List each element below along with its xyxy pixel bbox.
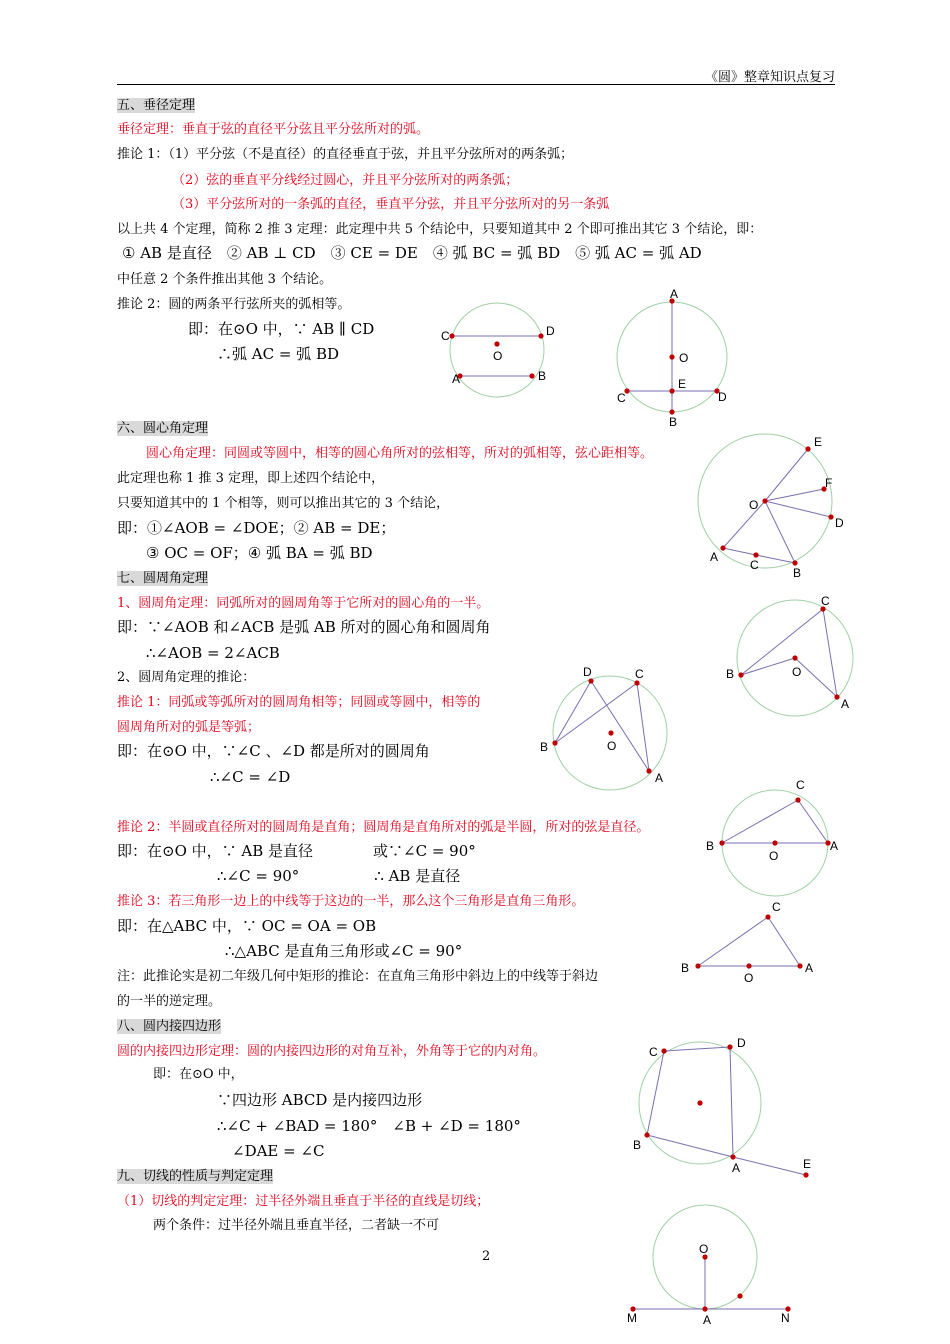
- label-point: B: [669, 415, 678, 429]
- theorem-line: 圆心角定理：同圆或等圆中，相等的圆心角所对的弦相等，所对的弧相等，弦心距相等。: [146, 446, 654, 461]
- note-line: 的一半的逆定理。: [117, 994, 222, 1009]
- label-point: B: [793, 566, 802, 580]
- label-point: A: [830, 839, 839, 853]
- formula-line: ∴∠C = 90° ∴ AB 是直径: [217, 867, 461, 885]
- formula-line: ① AB 是直径 ② AB ⊥ CD ③ CE = DE ④ 弧 BC = 弧 BD ⑤ 弧 AC = 弧 AD: [122, 244, 702, 262]
- formula-line: ∠DAE = ∠C: [232, 1142, 325, 1160]
- formula-line: 即：在△ABC 中，∵ OC = OA = OB: [117, 917, 377, 935]
- formula-line: 即：在⊙O 中，∵∠C 、∠D 都是所对的圆周角: [117, 742, 430, 760]
- label-point: C: [617, 391, 626, 405]
- formula-line: ∵四边形 ABCD 是内接四边形: [217, 1091, 423, 1109]
- text-line: 此定理也称 1 推 3 定理，即上述四个结论中，: [117, 471, 385, 486]
- label-point: C: [772, 900, 781, 914]
- label-point: A: [452, 372, 461, 386]
- label-point: D: [718, 390, 727, 404]
- label-point: O: [744, 971, 754, 985]
- section-heading: 八、圆内接四边形: [117, 1019, 222, 1034]
- formula-line: ③ OC = OF；④ 弧 BA = 弧 BD: [146, 544, 373, 562]
- label-point: C: [635, 667, 644, 681]
- label-point: C: [441, 329, 450, 343]
- label-point: A: [703, 1313, 712, 1327]
- label-point: F: [825, 476, 833, 490]
- label-point: A: [805, 961, 814, 975]
- formula-line: 即：在⊙O 中，∵ AB 是直径 或∵∠C = 90°: [117, 842, 476, 860]
- formula-line: ∴△ABC 是直角三角形或∠C = 90°: [225, 942, 463, 960]
- label-point: O: [769, 849, 779, 863]
- label-point: B: [540, 740, 549, 754]
- theorem-line: 垂径定理：垂直于弦的直径平分弦且平分弦所对的弧。: [117, 122, 430, 137]
- label-point: A: [841, 697, 850, 711]
- label-point: A: [670, 287, 679, 301]
- label-point: O: [493, 349, 503, 363]
- label-point: M: [627, 1311, 637, 1325]
- label-point: B: [538, 369, 547, 383]
- corollary-line: （2）弦的垂直平分线经过圆心，并且平分弦所对的两条弧；: [172, 173, 519, 188]
- label-point: A: [710, 550, 719, 564]
- label-point: C: [796, 778, 805, 792]
- corollary-line: 圆周角所对的弧是等弧；: [117, 720, 261, 735]
- formula-line: 即：在⊙O 中，∵ AB ∥ CD: [188, 320, 375, 338]
- label-point: A: [732, 1161, 741, 1175]
- label-point: N: [781, 1311, 790, 1325]
- label-point: O: [749, 498, 759, 512]
- corollary-line: 推论 2：半圆或直径所对的圆周角是直角；圆周角是直角所对的弧是半圆，所对的弦是直径。: [117, 820, 650, 835]
- label-point: D: [546, 324, 555, 338]
- label-point: O: [699, 1242, 709, 1256]
- label-point: B: [681, 961, 690, 975]
- formula-line: ∴弧 AC = 弧 BD: [217, 345, 339, 363]
- label-point: D: [835, 516, 844, 530]
- text-line: 只要知道其中的 1 个相等，则可以推出其它的 3 个结论，: [117, 496, 450, 511]
- header-title: 《圆》整章知识点复习: [704, 70, 835, 85]
- formula-line: ∴∠AOB = 2∠ACB: [146, 644, 280, 662]
- label-point: D: [583, 665, 592, 679]
- section-heading: 六、圆心角定理: [117, 421, 209, 436]
- label-point: C: [750, 558, 759, 572]
- page-number: 2: [482, 1249, 491, 1264]
- corollary-line: （3）平分弦所对的一条弧的直径，垂直平分弦，并且平分弦所对的另一条弧: [172, 197, 610, 212]
- label-point: O: [792, 665, 802, 679]
- section-heading: 五、垂径定理: [117, 98, 196, 113]
- label-point: B: [726, 667, 735, 681]
- label-point: B: [706, 839, 715, 853]
- formula-line: ∴∠C = ∠D: [210, 768, 291, 786]
- label-point: O: [679, 351, 689, 365]
- text-line: 2、圆周角定理的推论：: [117, 670, 256, 685]
- label-point: A: [655, 771, 664, 785]
- formula-line: 即：在⊙O 中，: [153, 1067, 244, 1082]
- corollary-line: 推论 1：同弧或等弧所对的圆周角相等；同圆或等圆中，相等的: [117, 695, 481, 710]
- text-line: 两个条件：过半径外端且垂直半径，二者缺一不可: [153, 1218, 440, 1233]
- label-point: E: [803, 1157, 812, 1171]
- note-line: 注：此推论实是初二年级几何中矩形的推论：在直角三角形中斜边上的中线等于斜边: [117, 969, 599, 984]
- theorem-line: 圆的内接四边形定理：圆的内接四边形的对角互补，外角等于它的内对角。: [117, 1044, 547, 1059]
- label-point: E: [678, 377, 687, 391]
- corollary-line: 推论 3：若三角形一边上的中线等于这边的一半，那么这个三角形是直角三角形。: [117, 894, 585, 909]
- label-point: E: [814, 435, 823, 449]
- theorem-line: 1、圆周角定理：同弧所对的圆周角等于它所对的圆心角的一半。: [117, 596, 490, 611]
- formula-line: ∴∠C + ∠BAD = 180° ∠B + ∠D = 180°: [217, 1117, 521, 1135]
- formula-line: 即：①∠AOB = ∠DOE；② AB = DE；: [117, 519, 396, 537]
- text-line: 中任意 2 个条件推出其他 3 个结论。: [117, 272, 333, 287]
- label-point: C: [649, 1045, 658, 1059]
- label-point: D: [737, 1036, 746, 1050]
- formula-line: 即：∵∠AOB 和∠ACB 是弧 AB 所对的圆心角和圆周角: [117, 618, 491, 636]
- label-point: O: [607, 739, 617, 753]
- corollary-line: 推论 1：（1）平分弦（不是直径）的直径垂直于弦，并且平分弦所对的两条弧；: [117, 147, 574, 162]
- label-point: B: [633, 1138, 642, 1152]
- section-heading: 七、圆周角定理: [117, 571, 209, 586]
- section-heading: 九、切线的性质与判定定理: [117, 1169, 274, 1184]
- theorem-line: （1）切线的判定定理：过半径外端且垂直于半径的直线是切线；: [117, 1194, 490, 1209]
- corollary-line: 推论 2：圆的两条平行弦所夹的弧相等。: [117, 297, 351, 312]
- text-line: 以上共 4 个定理，简称 2 推 3 定理：此定理中共 5 个结论中，只要知道其中 2 个即可推出其它 3 个结论，即：: [117, 222, 763, 237]
- label-point: C: [821, 594, 830, 608]
